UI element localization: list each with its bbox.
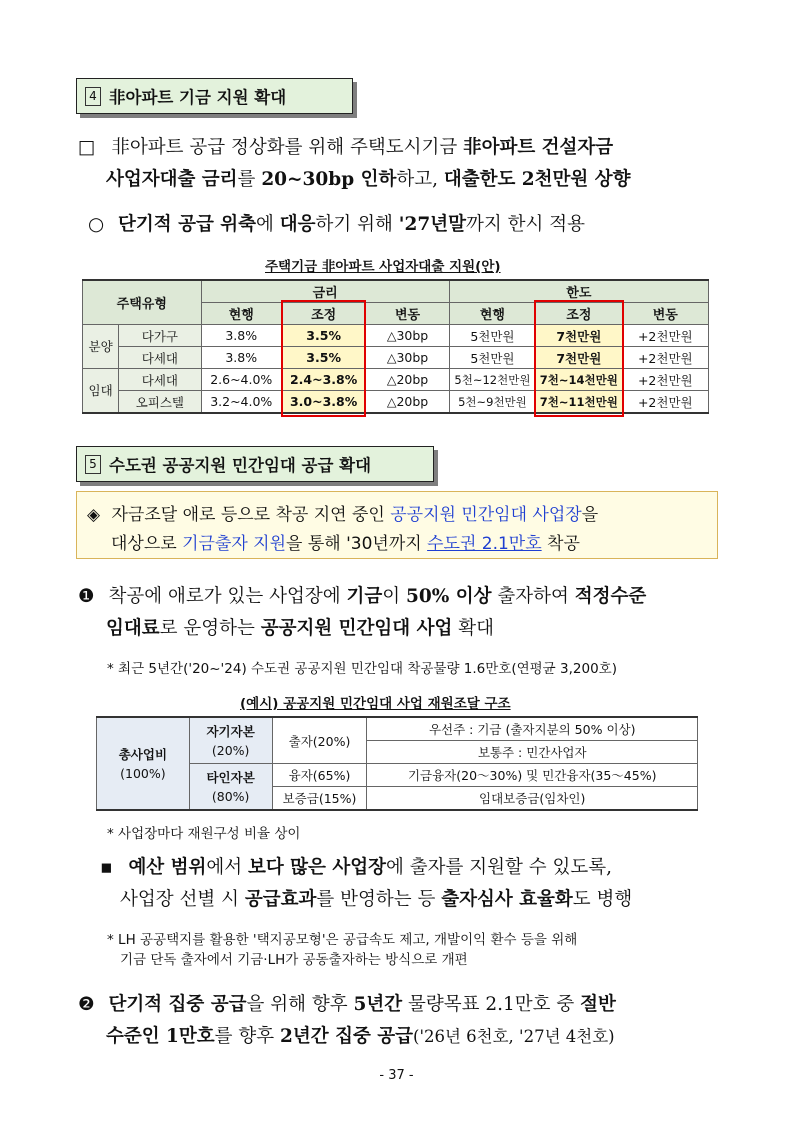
table-cell: 5천만원 <box>449 347 535 369</box>
text: 대상으로 <box>111 534 183 554</box>
text: 자금조달 애로 등으로 착공 지연 중인 <box>111 505 391 525</box>
table-cell: △20bp <box>366 391 449 414</box>
table-cell: 우선주 : 기금 (출자지분의 50% 이상) <box>367 717 698 741</box>
text-bold: 공공지원 민간임대 사업 <box>260 618 453 639</box>
table-cell: 3.5% <box>281 347 365 369</box>
text-bold: 임대료 <box>106 618 160 639</box>
table-cell: 5천~9천만원 <box>449 391 535 414</box>
text: 를 향후 <box>214 1026 281 1047</box>
debt-pct: (80%) <box>211 788 250 804</box>
text: 물량목표 2.1만호 중 <box>402 994 581 1015</box>
section-title: 수도권 공공지원 민간임대 공급 확대 <box>109 456 372 475</box>
summary-line-1 <box>87 500 598 525</box>
text: 이 <box>382 586 406 607</box>
text: 에 <box>256 214 280 235</box>
text-blue: 공공지원 민간임대 사업장 <box>390 505 582 525</box>
table-cell: 기금융자(20～30%) 및 민간융자(35～45%) <box>367 764 698 787</box>
text-bold: 5년간 <box>353 994 403 1015</box>
equity-cell <box>189 717 272 764</box>
text-bold: 대출한도 2천만원 상향 <box>443 169 631 190</box>
table-cell: +2천만원 <box>622 325 708 347</box>
subheader: 조정 <box>536 303 622 325</box>
table-cell: 7천~14천만원 <box>536 369 622 391</box>
table-cell: 3.2~4.0% <box>201 391 281 414</box>
section-4-header <box>76 78 353 114</box>
table-cell: +2천만원 <box>622 369 708 391</box>
table-cell: △30bp <box>366 325 449 347</box>
total-cost-cell <box>97 717 190 810</box>
point-1-line-1 <box>78 582 646 608</box>
text-bold: '27년말 <box>398 214 466 235</box>
text-bold: 수준인 1만호 <box>106 1026 215 1047</box>
subheader: 현행 <box>201 303 281 325</box>
number-2-icon: ❷ <box>78 994 95 1015</box>
table-cell: 출자(20%) <box>272 717 367 764</box>
subheader: 변동 <box>366 303 449 325</box>
table-cell: 3.8% <box>201 347 281 369</box>
text-bold: 보다 많은 사업장 <box>248 857 386 878</box>
total-label: 총사업비 <box>118 746 168 762</box>
table-row <box>83 391 709 414</box>
text-bold: 단기적 공급 위축 <box>118 214 257 235</box>
text-bold: 2년간 집중 공급 <box>280 1026 414 1047</box>
table-cell: 2.4~3.8% <box>281 369 365 391</box>
footnote-2: * 사업장마다 재원구성 비율 상이 <box>107 826 301 842</box>
text: 을 통해 '30년까지 <box>286 534 428 554</box>
text: 하기 위해 <box>315 214 399 235</box>
footnote-3-line-2: 기금 단독 출자에서 기금·LH가 공동출자하는 방식으로 개편 <box>120 952 468 968</box>
point-2-line-2 <box>106 1022 615 1048</box>
table-cell: 보통주 : 민간사업자 <box>367 741 698 764</box>
funding-structure-table <box>96 716 698 811</box>
table-1-caption: 주택기금 非아파트 사업자대출 지원(안) <box>265 259 501 275</box>
section-title: 非아파트 기금 지원 확대 <box>109 88 287 107</box>
debt-cell <box>189 764 272 811</box>
main-bullet-line-2 <box>106 165 630 191</box>
text: 사업장 선별 시 <box>120 889 245 910</box>
text: 착공 <box>541 534 580 554</box>
text: 착공에 애로가 있는 사업장에 <box>108 586 347 607</box>
table-cell: 3.5% <box>281 325 365 347</box>
table-cell: 융자(65%) <box>272 764 367 787</box>
table-cell: 임대보증금(임차인) <box>367 787 698 811</box>
debt-label: 타인자본 <box>206 769 255 785</box>
subheader: 변동 <box>622 303 708 325</box>
text: 를 <box>237 169 262 190</box>
text-bold: 사업자대출 금리 <box>106 169 238 190</box>
text-bold: 非아파트 건설자금 <box>463 137 614 158</box>
number-1-icon: ❶ <box>78 586 95 607</box>
summary-line-2 <box>111 529 580 554</box>
table-cell: 7천만원 <box>536 347 622 369</box>
table-cell: 3.8% <box>201 325 281 347</box>
text-bold: 출자심사 효율화 <box>441 889 573 910</box>
square-small-bullet-icon: ▪ <box>100 857 113 878</box>
table-cell: 2.6~4.0% <box>201 369 281 391</box>
text-bold: 예산 범위 <box>128 857 207 878</box>
table-cell: △30bp <box>366 347 449 369</box>
total-pct: (100%) <box>120 765 166 781</box>
point-2-line-1 <box>78 990 616 1016</box>
table-2-caption: (예시) 공공지원 민간임대 사업 재원조달 구조 <box>240 696 511 712</box>
diamond-bullet-icon: ◈ <box>87 505 101 525</box>
text: 하고, <box>396 169 444 190</box>
section-number: 5 <box>85 455 101 474</box>
text: 확대 <box>452 618 494 639</box>
text: 출자하여 <box>491 586 575 607</box>
table-cell: 5천만원 <box>449 325 535 347</box>
text: 로 운영하는 <box>159 618 261 639</box>
section-number: 4 <box>85 87 101 106</box>
loan-support-table <box>82 279 709 414</box>
equity-label: 자기자본 <box>206 723 255 739</box>
row-label: 오피스텔 <box>119 391 201 414</box>
row-label: 다세대 <box>119 369 201 391</box>
group-label: 임대 <box>83 369 119 414</box>
footnote-3-line-1: * LH 공공택지를 활용한 '택지공모형'은 공급속도 제고, 개발이익 환수 등을 위해 <box>107 932 578 948</box>
text-bold: 절반 <box>580 994 616 1015</box>
text: 에 출자를 지원할 수 있도록, <box>385 857 612 878</box>
text-bold: 20~30bp 인하 <box>261 169 397 190</box>
table-cell: 보증금(15%) <box>272 787 367 811</box>
main-bullet-line-1 <box>78 133 613 159</box>
text-blue: 기금출자 지원 <box>182 534 287 554</box>
text: 도 병행 <box>572 889 633 910</box>
subheader: 현행 <box>449 303 535 325</box>
text-bold: 적정수준 <box>574 586 647 607</box>
text: 까지 한시 적용 <box>465 214 585 235</box>
text: ('26년 6천호, '27년 4천호) <box>413 1027 615 1046</box>
table-cell: 3.0~3.8% <box>281 391 365 414</box>
table-cell: 7천만원 <box>536 325 622 347</box>
text: 에서 <box>206 857 248 878</box>
text: 을 <box>581 505 599 525</box>
section-5-header <box>76 446 434 482</box>
square-bullet-icon: □ <box>78 137 96 158</box>
sub-bullet-line <box>88 210 585 236</box>
header-limit: 한도 <box>449 280 708 303</box>
table-row <box>83 347 709 369</box>
table-cell: 5천~12천만원 <box>449 369 535 391</box>
text: 非아파트 공급 정상화를 위해 주택도시기금 <box>111 137 464 158</box>
table-cell: +2천만원 <box>622 391 708 414</box>
footnote-1: * 최근 5년간('20~'24) 수도권 공공지원 민간임대 착공물량 1.6만호(연평균 3,200호) <box>107 661 617 677</box>
text-bold: 단기적 집중 공급 <box>108 994 247 1015</box>
text: 를 반영하는 등 <box>316 889 442 910</box>
row-label: 다세대 <box>119 347 201 369</box>
header-housing-type: 주택유형 <box>83 280 202 325</box>
text-bold: 공급효과 <box>244 889 317 910</box>
table-cell: +2천만원 <box>622 347 708 369</box>
table-cell: 7천~11천만원 <box>536 391 622 414</box>
group-label: 분양 <box>83 325 119 369</box>
header-rate: 금리 <box>201 280 449 303</box>
table-cell: △20bp <box>366 369 449 391</box>
equity-pct: (20%) <box>211 742 250 758</box>
circle-bullet-icon: ○ <box>88 214 105 235</box>
dash-line-2 <box>120 885 632 911</box>
text: 을 위해 향후 <box>246 994 354 1015</box>
page-number: - 37 - <box>379 1068 414 1083</box>
text-bold: 50% 이상 <box>405 586 492 607</box>
subheader: 조정 <box>281 303 365 325</box>
table-row <box>83 369 709 391</box>
dash-line-1 <box>100 853 612 879</box>
table-row <box>83 325 709 347</box>
text-bold: 대응 <box>279 214 316 235</box>
point-1-line-2 <box>106 614 494 640</box>
summary-highlight-box <box>76 491 718 559</box>
row-label: 다가구 <box>119 325 201 347</box>
text-bold: 기금 <box>346 586 383 607</box>
text-blue-underline: 수도권 2.1만호 <box>427 534 542 554</box>
